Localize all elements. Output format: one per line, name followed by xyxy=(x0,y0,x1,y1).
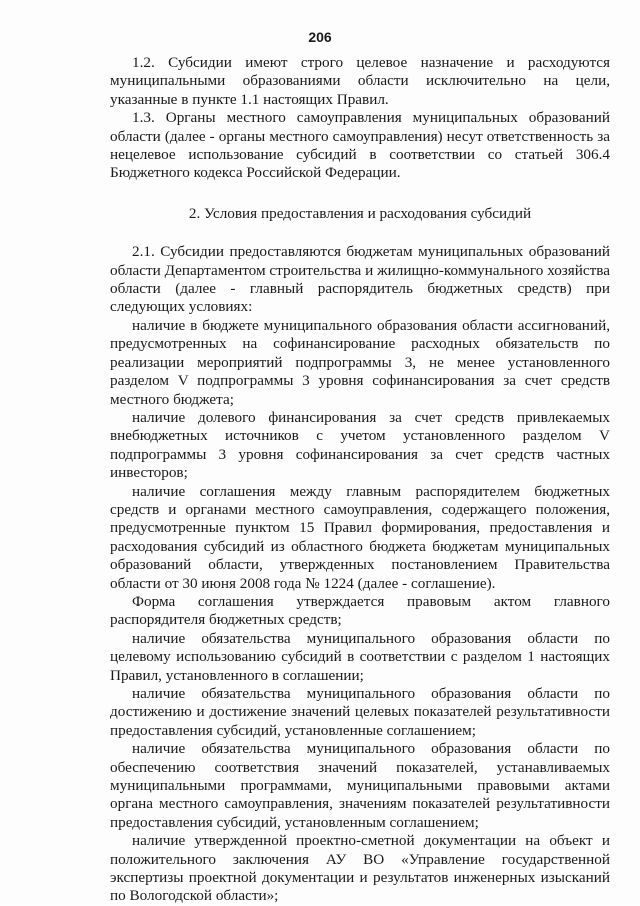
agreement-form-note: Форма соглашения утверждается правовым актом главного распорядителя бюджетных средств; xyxy=(110,592,610,629)
paragraph-1-3: 1.3. Органы местного самоуправления муниципальных образований области (далее - органы местного самоуправления) несут ответственность за нецелевое использование субсидий в соответствии со статьей 306.4 Бюджетного кодекса Российской Федерации. xyxy=(110,109,610,182)
condition-agreement: наличие соглашения между главным распорядителем бюджетных средств и органами местного самоуправления, содержащего положения, предусмотренные пунктом 15 Правил формирования, предоставления и расходования субсидий из областного бюджета бюджетам муниципальных образований области, утвержденных постановлением Правительства области от 30 июня 2008 года № 1224 (далее - соглашение). xyxy=(110,482,610,592)
paragraph-2-1: 2.1. Субсидии предоставляются бюджетам муниципальных образований области Департаментом строительства и жилищно-коммунального хозяйства области (далее - главный распорядитель бюджетных средств) при следующих условиях: xyxy=(110,243,610,316)
page-number: 206 xyxy=(308,29,332,45)
condition-budget-allocations: наличие в бюджете муниципального образования области ассигнований, предусмотренных на софинансирование расходных обязательств по реализации мероприятий подпрограммы 3, не менее установленного разделом V подпрограммы 3 уровня софинансирования за счет средств местного бюджета; xyxy=(110,316,610,408)
section-heading: 2. Условия предоставления и расходования субсидий xyxy=(188,204,532,222)
document-body xyxy=(110,54,610,906)
condition-design-documentation: наличие утвержденной проектно-сметной документации на объект и положительного заключения АУ ВО «Управление государственной экспертизы проектной документации и результатов инженерных изысканий по Вологодской области»; xyxy=(110,832,610,905)
paragraph-1-2: 1.2. Субсидии имеют строго целевое назначение и расходуются муниципальными образованиями области исключительно на цели, указанные в пункте 1.1 настоящих Правил. xyxy=(110,54,610,108)
condition-extrabudgetary-funding: наличие долевого финансирования за счет средств привлекаемых внебюджетных источников с учетом установленного разделом V подпрограммы 3 уровня софинансирования за счет средств частных инвесторов; xyxy=(110,408,610,482)
condition-performance-indicators: наличие обязательства муниципального образования области по достижению и достижение значений целевых показателей результативности предоставления субсидий, установленные соглашением; xyxy=(110,685,610,739)
condition-target-use: наличие обязательства муниципального образования области по целевому использованию субсидий в соответствии с разделом 1 настоящих Правил, установленного в соглашении; xyxy=(110,629,610,684)
condition-indicator-consistency: наличие обязательства муниципального образования области по обеспечению соответствия значений показателей, устанавливаемых муниципальными программами, муниципальными правовыми актами органа местного самоуправления, значениям показателей результативности предоставления субсидий, установленным соглашением; xyxy=(110,740,610,831)
